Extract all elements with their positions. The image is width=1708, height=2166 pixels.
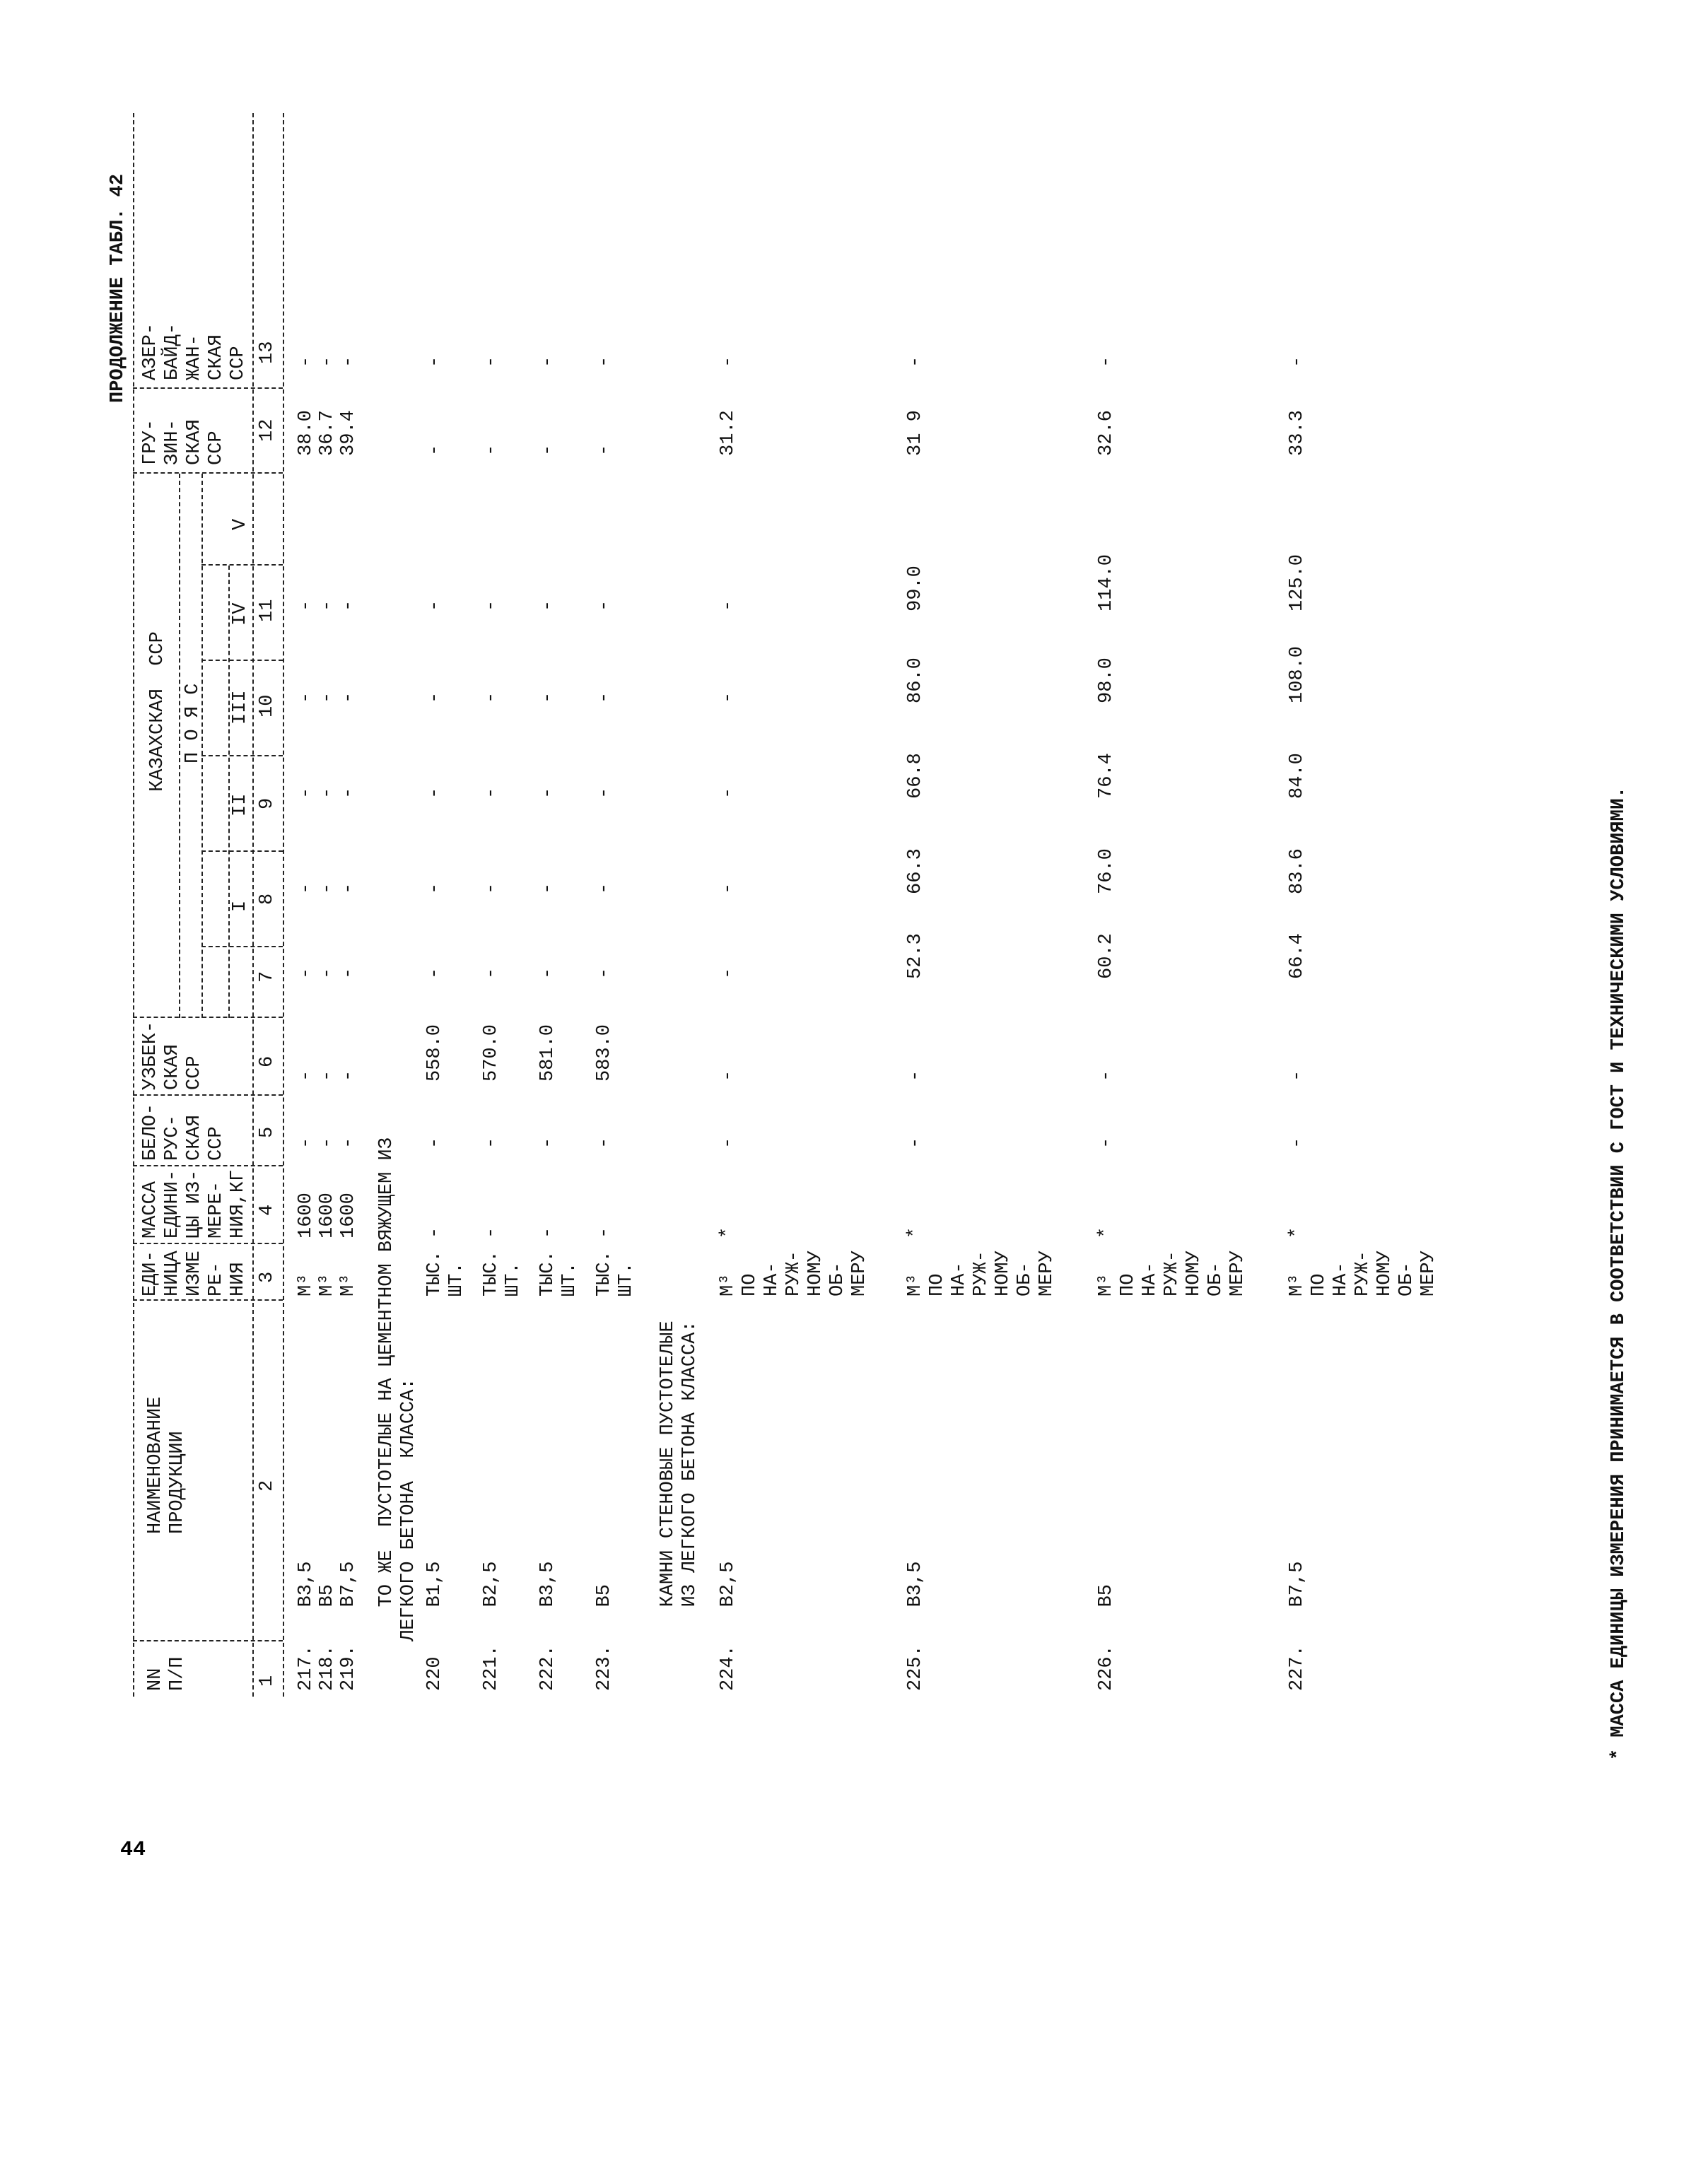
cell-n: 225. xyxy=(905,1645,926,1691)
cell-c12: - xyxy=(537,444,558,456)
cell-c12: 33.3 xyxy=(1287,410,1308,456)
cell-c10: - xyxy=(296,691,317,703)
header-poyas: П О Я С xyxy=(182,683,204,763)
cell-mass: - xyxy=(481,1227,502,1239)
col-sep xyxy=(201,850,283,852)
cell-name: В1,5 xyxy=(424,1561,445,1641)
cell-mass: * xyxy=(1287,1227,1308,1239)
cell-n: 223. xyxy=(594,1645,615,1691)
cell-mass: * xyxy=(1096,1227,1117,1239)
cell-c11: - xyxy=(481,599,502,611)
column-number: 12 xyxy=(257,418,278,442)
header-col1: NN П/П xyxy=(145,1656,188,1691)
col-sep xyxy=(133,1640,283,1641)
cell-c11: 114.0 xyxy=(1096,554,1117,611)
cell-unit: ТЫС. ШТ. xyxy=(424,1251,467,1296)
cell-c5: - xyxy=(296,1137,317,1149)
cell-c6: - xyxy=(338,1070,359,1082)
cell-c13: - xyxy=(718,356,739,368)
cell-c11: - xyxy=(296,599,317,611)
cell-c11: - xyxy=(718,599,739,611)
cell-c7: - xyxy=(338,967,359,979)
cell-c8: - xyxy=(718,882,739,894)
cell-unit: ТЫС. ШТ. xyxy=(594,1251,637,1296)
cell-c8: - xyxy=(317,882,338,894)
cell-c8: - xyxy=(296,882,317,894)
cell-c5: - xyxy=(1096,1137,1117,1149)
header-zone: III xyxy=(230,690,251,725)
cell-c8: - xyxy=(338,882,359,894)
cell-c5: - xyxy=(338,1137,359,1149)
cell-c6: - xyxy=(317,1070,338,1082)
column-number: 1 xyxy=(257,1675,278,1687)
header-zone: I xyxy=(230,900,251,912)
cell-c7: - xyxy=(481,967,502,979)
col-sep xyxy=(133,1299,283,1301)
cell-c10: 98.0 xyxy=(1096,657,1117,703)
col-sep xyxy=(133,1243,283,1244)
cell-c12: - xyxy=(594,444,615,456)
cell-c13: - xyxy=(905,356,926,368)
column-number: 13 xyxy=(257,341,278,364)
header-col2: НАИМЕНОВАНИЕ ПРОДУКЦИИ xyxy=(145,1396,188,1534)
cell-c6: - xyxy=(905,1070,926,1082)
cell-mass: * xyxy=(905,1227,926,1239)
cell-unit: М³ ПО НА- РУЖ- НОМУ ОБ- МЕРУ xyxy=(905,1251,1058,1296)
cell-c11: 99.0 xyxy=(905,566,926,611)
cell-c7: - xyxy=(296,967,317,979)
cell-mass: * xyxy=(718,1227,739,1239)
cell-n: 217. xyxy=(296,1645,317,1691)
cell-c7: 52.3 xyxy=(905,933,926,979)
cell-c10: - xyxy=(594,691,615,703)
cell-c11: - xyxy=(594,599,615,611)
col-sep xyxy=(201,564,283,566)
header-bottom-rule xyxy=(283,113,284,1697)
cell-c9: - xyxy=(338,787,359,799)
header-zone: II xyxy=(230,793,251,816)
column-number: 6 xyxy=(257,1055,278,1067)
cell-c7: 60.2 xyxy=(1096,933,1117,979)
column-number: 8 xyxy=(257,893,278,905)
col-sep xyxy=(133,1017,283,1018)
cell-c13: - xyxy=(594,356,615,368)
cell-c7: - xyxy=(317,967,338,979)
cell-mass: - xyxy=(537,1227,558,1239)
cell-n: 224. xyxy=(718,1645,739,1691)
cell-c6: - xyxy=(718,1070,739,1082)
cell-c6: - xyxy=(1096,1070,1117,1082)
cell-name: В3,5 xyxy=(296,1561,317,1641)
header-kazakh: КАЗАХСКАЯ ССР xyxy=(147,631,168,792)
cell-c5: - xyxy=(718,1137,739,1149)
col-sep xyxy=(201,660,283,661)
cell-name: В3,5 xyxy=(905,1561,926,1641)
cell-c9: - xyxy=(481,787,502,799)
cell-c9: 66.8 xyxy=(905,753,926,799)
cell-c13: - xyxy=(424,356,445,368)
cell-unit: ТЫС. ШТ. xyxy=(481,1251,524,1296)
cell-name: В2,5 xyxy=(718,1561,739,1641)
column-number: 2 xyxy=(257,1480,278,1492)
column-number: 10 xyxy=(257,694,278,718)
column-number: 3 xyxy=(257,1271,278,1283)
cell-c8: - xyxy=(594,882,615,894)
column-number: 4 xyxy=(257,1204,278,1216)
cell-c13: - xyxy=(317,356,338,368)
cell-c10: - xyxy=(718,691,739,703)
cell-unit: М³ ПО НА- РУЖ- НОМУ ОБ- МЕРУ xyxy=(1096,1251,1248,1296)
cell-c10: - xyxy=(481,691,502,703)
cell-name: В5 xyxy=(594,1583,615,1641)
cell-n: 221. xyxy=(481,1645,502,1691)
cell-c13: - xyxy=(481,356,502,368)
cell-n: 222. xyxy=(537,1645,558,1691)
column-number: 7 xyxy=(257,971,278,983)
cell-c9: - xyxy=(537,787,558,799)
cell-c8: 76.0 xyxy=(1096,848,1117,894)
cell-c13: - xyxy=(1096,356,1117,368)
page-number: 44 xyxy=(120,1838,146,1862)
cell-mass: 1600 xyxy=(296,1193,317,1239)
cell-c7: - xyxy=(718,967,739,979)
cell-c8: - xyxy=(537,882,558,894)
cell-unit: М³ xyxy=(317,1273,338,1296)
cell-c12: - xyxy=(424,444,445,456)
cell-c6: - xyxy=(296,1070,317,1082)
cell-n: 218. xyxy=(317,1645,338,1691)
cell-c13: - xyxy=(338,356,359,368)
cell-c5: - xyxy=(537,1137,558,1149)
cell-c6: - xyxy=(1287,1070,1308,1082)
table-caption: ПРОДОЛЖЕНИЕ ТАБЛ. 42 xyxy=(107,173,129,403)
header-zone: IV xyxy=(230,602,251,626)
header-numbers-rule xyxy=(252,113,254,1697)
kaz-rule xyxy=(179,474,180,1018)
header-top-rule xyxy=(133,113,134,1697)
header-col12: ГРУ- ЗИН- СКАЯ ССР xyxy=(140,419,227,465)
column-number: 5 xyxy=(257,1126,278,1138)
cell-c10: - xyxy=(317,691,338,703)
cell-unit: М³ xyxy=(296,1273,317,1296)
cell-c9: - xyxy=(317,787,338,799)
footnote: * МАССА ЕДИНИЦЫ ИЗМЕРЕНИЯ ПРИНИМАЕТСЯ В СООТВЕТСТВИИ С ГОСТ И ТЕХНИЧЕСКИМИ УСЛОВИЯМИ. xyxy=(1608,786,1630,1760)
cell-c12: 31 9 xyxy=(905,410,926,456)
cell-unit: М³ xyxy=(338,1273,359,1296)
cell-c10: 86.0 xyxy=(905,657,926,703)
header-zone: V xyxy=(230,518,251,530)
cell-c12: 36.7 xyxy=(317,410,338,456)
cell-c5: - xyxy=(317,1137,338,1149)
cell-c8: 66.3 xyxy=(905,848,926,894)
cell-c10: - xyxy=(338,691,359,703)
cell-name: В5 xyxy=(317,1583,338,1641)
column-number: 11 xyxy=(257,599,278,622)
cell-c9: - xyxy=(296,787,317,799)
cell-c8: - xyxy=(481,882,502,894)
col-sep xyxy=(133,387,283,389)
cell-c7: - xyxy=(594,967,615,979)
cell-c13: - xyxy=(1287,356,1308,368)
cell-c10: - xyxy=(424,691,445,703)
cell-c5: - xyxy=(424,1137,445,1149)
cell-name: В7,5 xyxy=(338,1561,359,1641)
cell-mass: - xyxy=(424,1227,445,1239)
cell-c7: - xyxy=(537,967,558,979)
cell-n: 219. xyxy=(338,1645,359,1691)
cell-n: 220 xyxy=(424,1656,445,1691)
cell-name: В2,5 xyxy=(481,1561,502,1641)
cell-mass: 1600 xyxy=(338,1193,359,1239)
cell-c5: - xyxy=(594,1137,615,1149)
cell-c6: 570.0 xyxy=(481,1024,502,1082)
header-col3: ЕДИ- НИЦА ИЗМЕ РЕ- НИЯ xyxy=(140,1251,249,1296)
cell-c5: - xyxy=(481,1137,502,1149)
cell-c6: 558.0 xyxy=(424,1024,445,1082)
col-sep xyxy=(133,1165,283,1166)
cell-c11: 125.0 xyxy=(1287,554,1308,611)
cell-unit: М³ ПО НА- РУЖ- НОМУ ОБ- МЕРУ xyxy=(1287,1251,1439,1296)
cell-name: В5 xyxy=(1096,1583,1117,1641)
column-number: 9 xyxy=(257,797,278,809)
cell-c7: - xyxy=(424,967,445,979)
cell-c5: - xyxy=(905,1137,926,1149)
header-col4: МАССА ЕДИНИ- ЦЫ ИЗ- МЕРЕ- НИЯ,КГ xyxy=(140,1169,249,1239)
cell-c6: 581.0 xyxy=(537,1024,558,1082)
col-sep xyxy=(201,755,283,756)
cell-c9: - xyxy=(718,787,739,799)
header-col5: БЕЛО- РУС- СКАЯ ССР xyxy=(140,1103,227,1161)
zone-rule xyxy=(228,566,230,1018)
cell-c11: - xyxy=(537,599,558,611)
cell-c13: - xyxy=(537,356,558,368)
cell-name: ТО ЖЕ ПУСТОТЕЛЫЕ НА ЦЕМЕНТНОМ ВЯЖУЩЕМ ИЗ ЛЕГКОГО БЕТОНА КЛАССА: xyxy=(376,1137,419,1641)
cell-c13: - xyxy=(296,356,317,368)
cell-c10: - xyxy=(537,691,558,703)
col-sep xyxy=(133,1094,283,1096)
cell-c9: 84.0 xyxy=(1287,753,1308,799)
table-sheet xyxy=(107,113,1668,1760)
cell-n: 226. xyxy=(1096,1645,1117,1691)
cell-c11: - xyxy=(338,599,359,611)
cell-c12: 39.4 xyxy=(338,410,359,456)
cell-c12: - xyxy=(481,444,502,456)
cell-c9: 76.4 xyxy=(1096,753,1117,799)
header-col6: УЗБЕК- СКАЯ ССР xyxy=(140,1021,205,1090)
cell-mass: 1600 xyxy=(317,1193,338,1239)
cell-c5: - xyxy=(1287,1137,1308,1149)
cell-c12: 38.0 xyxy=(296,410,317,456)
cell-c9: - xyxy=(594,787,615,799)
cell-c6: 583.0 xyxy=(594,1024,615,1082)
cell-c11: - xyxy=(317,599,338,611)
cell-c12: 31.2 xyxy=(718,410,739,456)
header-col13: АЗЕР- БАЙД- ЖАН- СКАЯ ССР xyxy=(140,322,249,380)
cell-unit: М³ ПО НА- РУЖ- НОМУ ОБ- МЕРУ xyxy=(718,1251,870,1296)
cell-c11: - xyxy=(424,599,445,611)
col-sep xyxy=(201,946,283,947)
cell-c10: 108.0 xyxy=(1287,645,1308,703)
col-sep xyxy=(133,472,283,474)
cell-c12: 32.6 xyxy=(1096,410,1117,456)
cell-c8: - xyxy=(424,882,445,894)
cell-n: 227. xyxy=(1287,1645,1308,1691)
cell-c7: 66.4 xyxy=(1287,933,1308,979)
cell-name: В3,5 xyxy=(537,1561,558,1641)
cell-c8: 83.6 xyxy=(1287,848,1308,894)
cell-unit: ТЫС. ШТ. xyxy=(537,1251,580,1296)
cell-name: В7,5 xyxy=(1287,1561,1308,1641)
cell-mass: - xyxy=(594,1227,615,1239)
cell-name: КАМНИ СТЕНОВЫЕ ПУСТОТЕЛЫЕ ИЗ ЛЕГКОГО БЕТОНА КЛАССА: xyxy=(657,1321,701,1608)
cell-c9: - xyxy=(424,787,445,799)
